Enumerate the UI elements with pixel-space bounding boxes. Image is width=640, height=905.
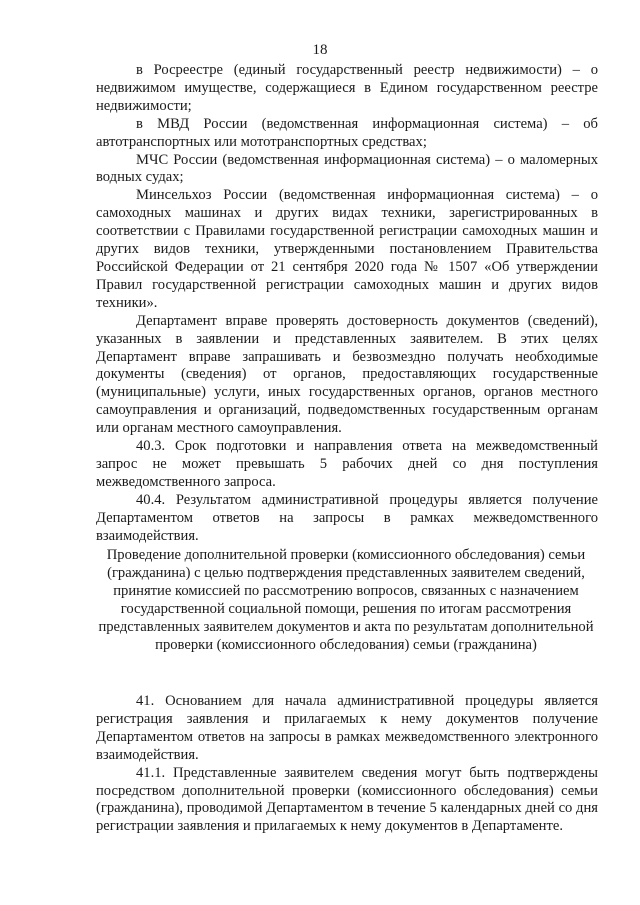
paragraph-mvd: в МВД России (ведомственная информационная система) – об автотранспортных или мототранспортных средствах; — [96, 115, 598, 150]
paragraph-41: 41. Основанием для начала административной процедуры является регистрация заявления и прилагаемых к нему документов получение Департаментом ответов на запросы в рамках межведомственного электронного взаимодействия. — [96, 693, 598, 763]
section-heading: Проведение дополнительной проверки (комиссионного обследования) семьи (гражданина) с целью подтверждения представленных заявителем сведений, принятие комиссией по рассмотрению вопросов, связанных с назначением государственной социальной помощи, решения по итогам рассмотрения представленных заявителем документов и акта по результатам дополнительной проверки (комиссионного обследования) семьи (гражданина) — [98, 547, 594, 653]
paragraph-41-1: 41.1. Представленные заявителем сведения могут быть подтверждены посредством дополнительной проверки (комиссионного обследования) семьи (гражданина), проводимой Департаментом в течение 5 календарных дней со дня регистрации заявления и прилагаемых к нему документов в Департаменте. — [96, 764, 598, 835]
paragraph-mchs: МЧС России (ведомственная информационная система) – о маломерных водных судах; — [96, 151, 598, 186]
body-text-bottom — [96, 693, 598, 836]
paragraph-rosreestr: в Росреестре (единый государственный реестр недвижимости) – о недвижимом имуществе, содержащиеся в Едином государственном реестре недвижимости; — [96, 62, 598, 114]
paragraph-minselkhoz: Минсельхоз России (ведомственная информационная система) – о самоходных машинах и других видах техники, зарегистрированных в соответствии с Правилами государственной регистрации самоходных машин и других видов техники, утвержденными постановлением Правительства Российской Федерации от 21 сентября 2020 года № 1507 «Об утверждении Правил государственной регистрации самоходных машин и других видов техники». — [96, 187, 598, 311]
paragraph-department-rights: Департамент вправе проверять достоверность документов (сведений), указанных в заявлении и представленных заявителем. В этих целях Департамент вправе запрашивать и безвозмездно получать необходимые документы (сведения) от органов, предоставляющих государственные (муниципальные) услуги, иных государственных органов, органов местного самоуправления и организаций, подведомственных государственным органам или органам местного самоуправления. — [96, 312, 598, 437]
page-number: 18 — [312, 42, 328, 58]
paragraph-40-3: 40.3. Срок подготовки и направления ответа на межведомственный запрос не может превышать 5 рабочих дней со дня поступления межведомственного запроса. — [96, 438, 598, 490]
body-text-top — [96, 62, 598, 545]
paragraph-40-4: 40.4. Результатом административной процедуры является получение Департаментом ответов на запросы в рамках межведомственного взаимодействия. — [96, 491, 598, 544]
